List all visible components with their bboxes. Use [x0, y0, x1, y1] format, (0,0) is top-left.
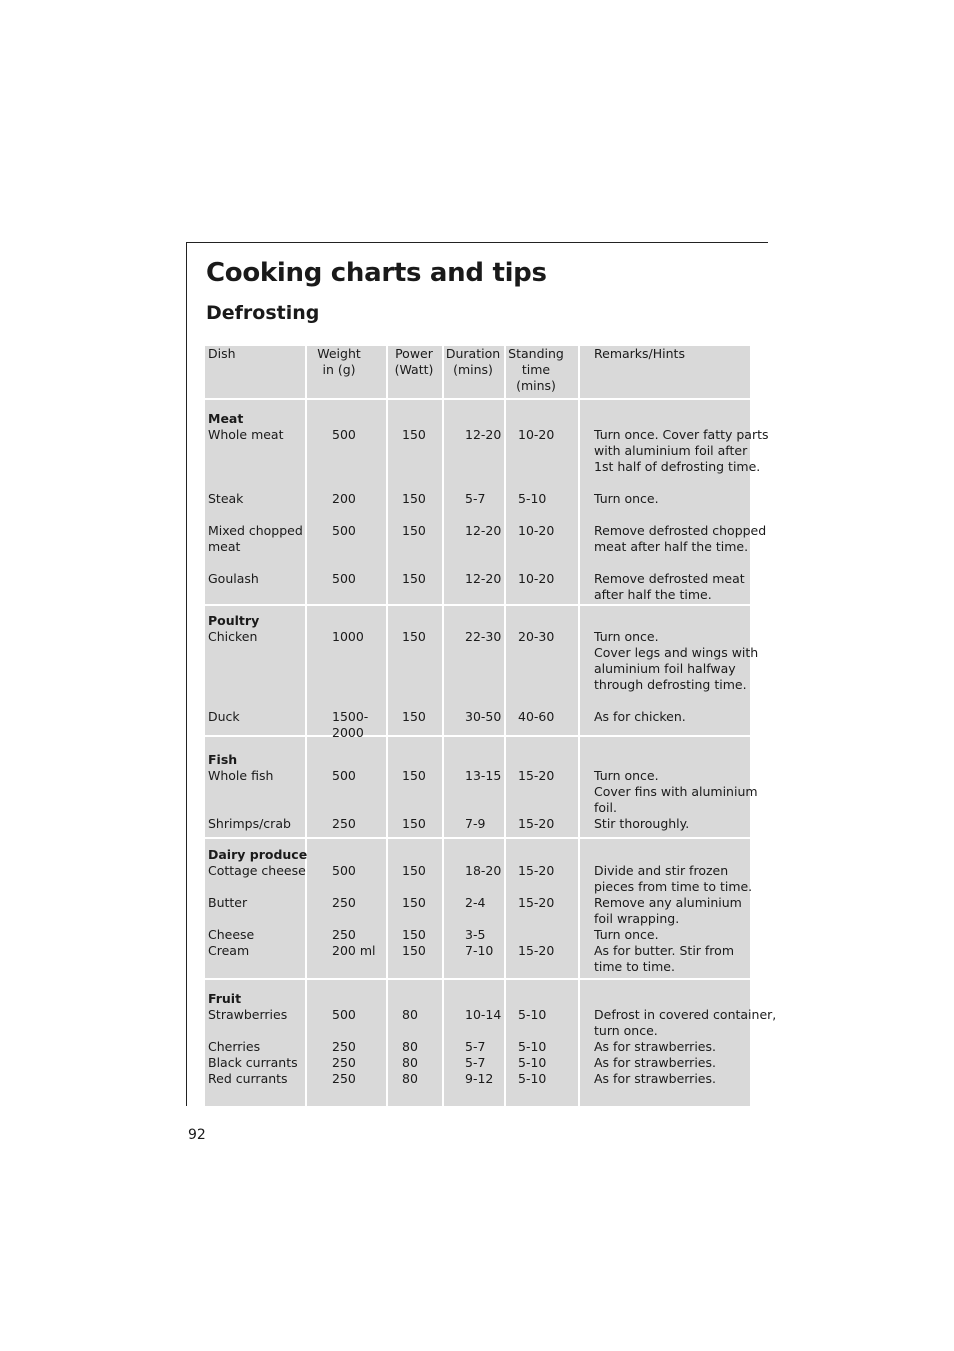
- cell-standing: 15-20: [518, 816, 555, 831]
- cell-weight: 500: [332, 1007, 356, 1022]
- section-divider: [205, 837, 750, 839]
- cell-dish: Black currants: [208, 1055, 298, 1070]
- cell-remarks: Remove defrosted meat after half the time.: [594, 571, 745, 602]
- cell-power: 80: [402, 1039, 418, 1054]
- page-number: 92: [188, 1127, 206, 1143]
- cell-power: 150: [402, 629, 426, 644]
- cell-dish: Mixed chopped meat: [208, 523, 303, 554]
- cell-duration: 7-10: [465, 943, 494, 958]
- cell-standing: 5-10: [518, 491, 547, 506]
- cell-dish: Butter: [208, 895, 248, 910]
- cell-standing: 15-20: [518, 863, 555, 878]
- cell-power: 150: [402, 491, 426, 506]
- cell-standing: 20-30: [518, 629, 555, 644]
- section-divider: [205, 735, 750, 737]
- cell-power: 150: [402, 571, 426, 586]
- cell-dish: Strawberries: [208, 1007, 288, 1022]
- cell-weight: 200: [332, 491, 356, 506]
- cell-weight: 500: [332, 863, 356, 878]
- cell-remarks: Turn once.: [594, 927, 659, 942]
- category-label: Fruit: [208, 991, 242, 1006]
- cell-duration: 3-5: [465, 927, 486, 942]
- cell-power: 150: [402, 523, 426, 538]
- cell-power: 150: [402, 427, 426, 442]
- cell-duration: 7-9: [465, 816, 486, 831]
- cell-remarks: As for strawberries.: [594, 1055, 716, 1070]
- column-divider: [578, 346, 580, 1106]
- cell-power: 150: [402, 927, 426, 942]
- cell-power: 150: [402, 863, 426, 878]
- cell-duration: 5-7: [465, 1055, 486, 1070]
- cell-power: 80: [402, 1007, 418, 1022]
- column-divider: [504, 346, 506, 1106]
- cell-standing: 5-10: [518, 1055, 547, 1070]
- cell-power: 150: [402, 816, 426, 831]
- cell-power: 150: [402, 709, 426, 724]
- cell-power: 150: [402, 895, 426, 910]
- cell-dish: Shrimps/crab: [208, 816, 291, 831]
- cell-power: 150: [402, 943, 426, 958]
- cell-duration: 5-7: [465, 491, 486, 506]
- cell-standing: 5-10: [518, 1071, 547, 1086]
- cell-standing: 40-60: [518, 709, 555, 724]
- cell-remarks: As for strawberries.: [594, 1039, 716, 1054]
- cell-remarks: Divide and stir frozen pieces from time to time.: [594, 863, 753, 894]
- cell-remarks: Remove defrosted chopped meat after half the time.: [594, 523, 767, 554]
- cell-remarks: Stir thoroughly.: [594, 816, 690, 831]
- cell-standing: 15-20: [518, 768, 555, 783]
- cell-weight: 1500- 2000: [332, 709, 369, 740]
- header-duration: Duration (mins): [445, 346, 501, 377]
- cell-standing: 15-20: [518, 943, 555, 958]
- header-weight: Weight in (g): [317, 346, 361, 377]
- cell-weight: 500: [332, 768, 356, 783]
- cell-weight: 250: [332, 1071, 356, 1086]
- cell-duration: 30-50: [465, 709, 502, 724]
- cell-weight: 500: [332, 571, 356, 586]
- category-label: Meat: [208, 411, 244, 426]
- cell-remarks: Turn once. Cover legs and wings with aluminium foil halfway through defrosting time.: [594, 629, 759, 692]
- cell-remarks: Defrost in covered container, turn once.: [594, 1007, 777, 1038]
- cell-duration: 10-14: [465, 1007, 502, 1022]
- cell-duration: 22-30: [465, 629, 502, 644]
- header-power: Power (Watt): [394, 346, 434, 377]
- cell-remarks: Remove any aluminium foil wrapping.: [594, 895, 742, 926]
- header-remarks: Remarks/Hints: [594, 346, 685, 361]
- cell-duration: 9-12: [465, 1071, 494, 1086]
- cell-dish: Cream: [208, 943, 250, 958]
- section-divider: [205, 398, 750, 400]
- cell-duration: 12-20: [465, 523, 502, 538]
- frame-top-rule: [186, 242, 768, 243]
- section-divider: [205, 604, 750, 606]
- cell-weight: 250: [332, 1055, 356, 1070]
- cell-weight: 250: [332, 927, 356, 942]
- cell-standing: 15-20: [518, 895, 555, 910]
- cell-duration: 13-15: [465, 768, 502, 783]
- column-divider: [442, 346, 444, 1106]
- cell-dish: Whole fish: [208, 768, 274, 783]
- cell-standing: 5-10: [518, 1039, 547, 1054]
- section-divider: [205, 978, 750, 980]
- cell-weight: 500: [332, 427, 356, 442]
- cell-duration: 2-4: [465, 895, 486, 910]
- category-label: Poultry: [208, 613, 260, 628]
- page-title: Cooking charts and tips: [206, 258, 547, 288]
- cell-power: 150: [402, 768, 426, 783]
- cell-dish: Red currants: [208, 1071, 288, 1086]
- column-divider: [386, 346, 388, 1106]
- section-title: Defrosting: [206, 302, 320, 324]
- cell-remarks: As for chicken.: [594, 709, 686, 724]
- cell-duration: 5-7: [465, 1039, 486, 1054]
- cell-standing: 10-20: [518, 571, 555, 586]
- category-label: Fish: [208, 752, 238, 767]
- cell-remarks: As for butter. Stir from time to time.: [594, 943, 734, 974]
- cell-weight: 500: [332, 523, 356, 538]
- cell-remarks: Turn once.: [594, 491, 659, 506]
- cell-duration: 18-20: [465, 863, 502, 878]
- header-standing: Standing time (mins): [508, 346, 564, 393]
- cell-weight: 1000: [332, 629, 364, 644]
- cell-weight: 250: [332, 1039, 356, 1054]
- category-label: Dairy produce: [208, 847, 308, 862]
- cell-power: 80: [402, 1071, 418, 1086]
- cell-standing: 10-20: [518, 523, 555, 538]
- cell-weight: 250: [332, 816, 356, 831]
- header-dish: Dish: [208, 346, 236, 361]
- cell-dish: Cherries: [208, 1039, 261, 1054]
- cell-remarks: Turn once. Cover fins with aluminium foil.: [594, 768, 758, 815]
- cell-dish: Steak: [208, 491, 244, 506]
- cell-duration: 12-20: [465, 427, 502, 442]
- cell-remarks: As for strawberries.: [594, 1071, 716, 1086]
- cell-dish: Cottage cheese: [208, 863, 306, 878]
- cell-weight: 200 ml: [332, 943, 376, 958]
- cell-remarks: Turn once. Cover fatty parts with aluminium foil after 1st half of defrosting time.: [594, 427, 769, 474]
- column-divider: [305, 346, 307, 1106]
- cell-dish: Chicken: [208, 629, 258, 644]
- cell-standing: 5-10: [518, 1007, 547, 1022]
- cell-weight: 250: [332, 895, 356, 910]
- cell-power: 80: [402, 1055, 418, 1070]
- cell-standing: 10-20: [518, 427, 555, 442]
- frame-left-rule: [186, 242, 187, 1106]
- cell-dish: Cheese: [208, 927, 255, 942]
- cell-dish: Whole meat: [208, 427, 284, 442]
- cell-dish: Duck: [208, 709, 240, 724]
- cell-duration: 12-20: [465, 571, 502, 586]
- cell-dish: Goulash: [208, 571, 259, 586]
